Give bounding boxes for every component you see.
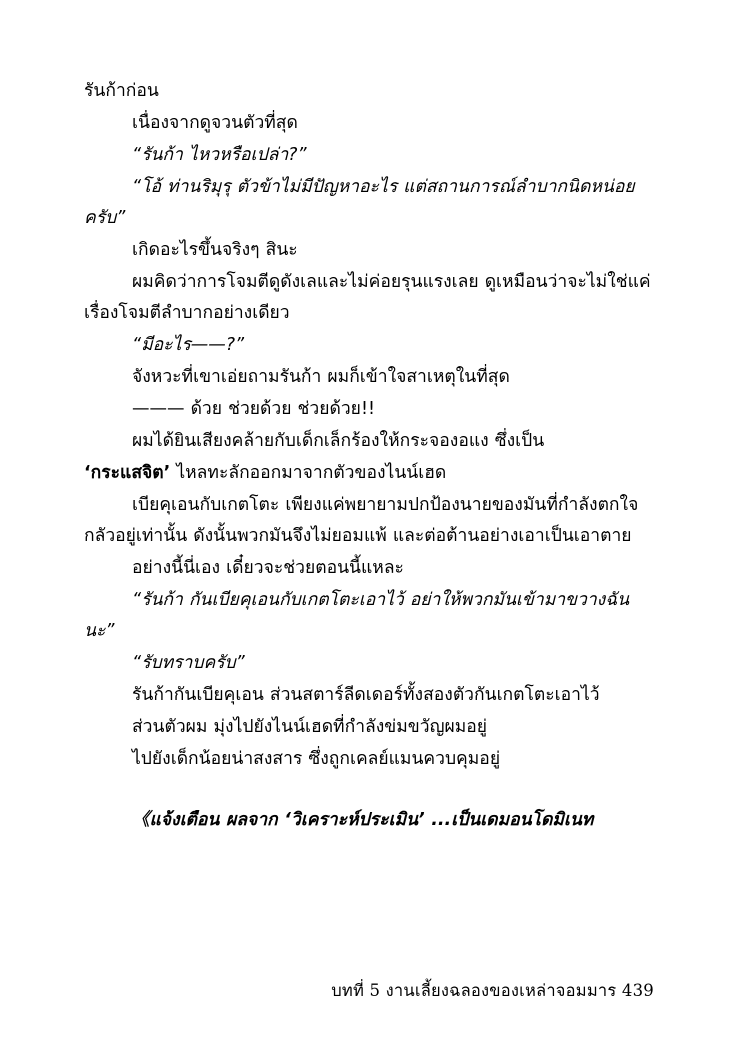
document-body <box>84 76 654 837</box>
paragraph: ผมคิดว่าการโจมตีดูดังเลและไม่ค่อยรุนแรงเลย ดูเหมือนว่าจะไม่ใช่แค่เรื่องโจมตีลำบากอย่างเดียว <box>84 272 651 323</box>
paragraph: ส่วนตัวผม มุ่งไปยังไนน์เฮดที่กำลังข่มขวัญผมอยู่ <box>132 717 488 737</box>
paragraph: อย่างนี้นี่เอง เดี๋ยวจะช่วยตอนนี้แหละ <box>132 558 404 578</box>
paragraph: ผมได้ยินเสียงคล้ายกับเด็กเล็กร้องให้กระจองอแง ซึ่งเป็น <box>132 431 545 451</box>
paragraph: เบียคุเอนกับเกตโตะ เพียงแค่พยายามปกป้องนายของมันที่กำลังตกใจกลัวอยู่เท่านั้น ดังนั้นพวกมันจึงไม่ยอมแพ้ และต่อต้านอย่างเอาเป็นเอาตาย <box>84 495 639 546</box>
paragraph: รันก้ากันเบียคุเอน ส่วนสตาร์ลีดเดอร์ทั้งสองตัวกันเกตโตะเอาไว้ <box>132 685 600 705</box>
page-footer: บทที่ 5 งานเลี้ยงฉลองของเหล่าจอมมาร 439 <box>331 981 654 1000</box>
paragraph: ——— ด้วย ช่วยด้วย ช่วยด้วย!! <box>132 399 375 419</box>
paragraph-skill-term <box>84 458 654 489</box>
paragraph: เนื่องจากดูจวนตัวที่สุด <box>132 113 298 133</box>
paragraph: เกิดอะไรขึ้นจริงๆ สินะ <box>132 240 298 260</box>
paragraph-tail: ไหลทะลักออกมาจากตัวของไนน์เฮด <box>170 463 447 483</box>
skill-term: ‘กระแสจิต’ <box>84 463 171 483</box>
paragraph: จังหวะที่เขาเอ่ยถามรันก้า ผมก็เข้าใจสาเหตุในที่สุด <box>132 367 510 387</box>
paragraph-dialogue: “โอ้ ท่านริมุรุ ตัวข้าไม่มีปัญหาอะไร แต่สถานการณ์ลำบากนิดหน่อยครับ” <box>84 177 635 228</box>
paragraph: รันก้าก่อน <box>84 81 159 101</box>
paragraph: ไปยังเด็กน้อยน่าสงสาร ซึ่งถูกเคลย์แมนควบคุมอยู่ <box>132 749 501 769</box>
paragraph-dialogue: “มีอะไร——?” <box>132 335 245 355</box>
paragraph-dialogue: “รับทราบครับ” <box>132 653 245 673</box>
system-notice: 《แจ้งเตือน ผลจาก ‘วิเคราะห์ประเมิน’ ...เป็นเดมอนโดมิเนท <box>132 810 594 830</box>
paragraph-dialogue: “รันก้า กันเบียคุเอนกับเกตโตะเอาไว้ อย่าให้พวกมันเข้ามาขวางฉันนะ” <box>84 590 630 641</box>
paragraph-dialogue: “รันก้า ไหวหรือเปล่า?” <box>132 145 307 165</box>
